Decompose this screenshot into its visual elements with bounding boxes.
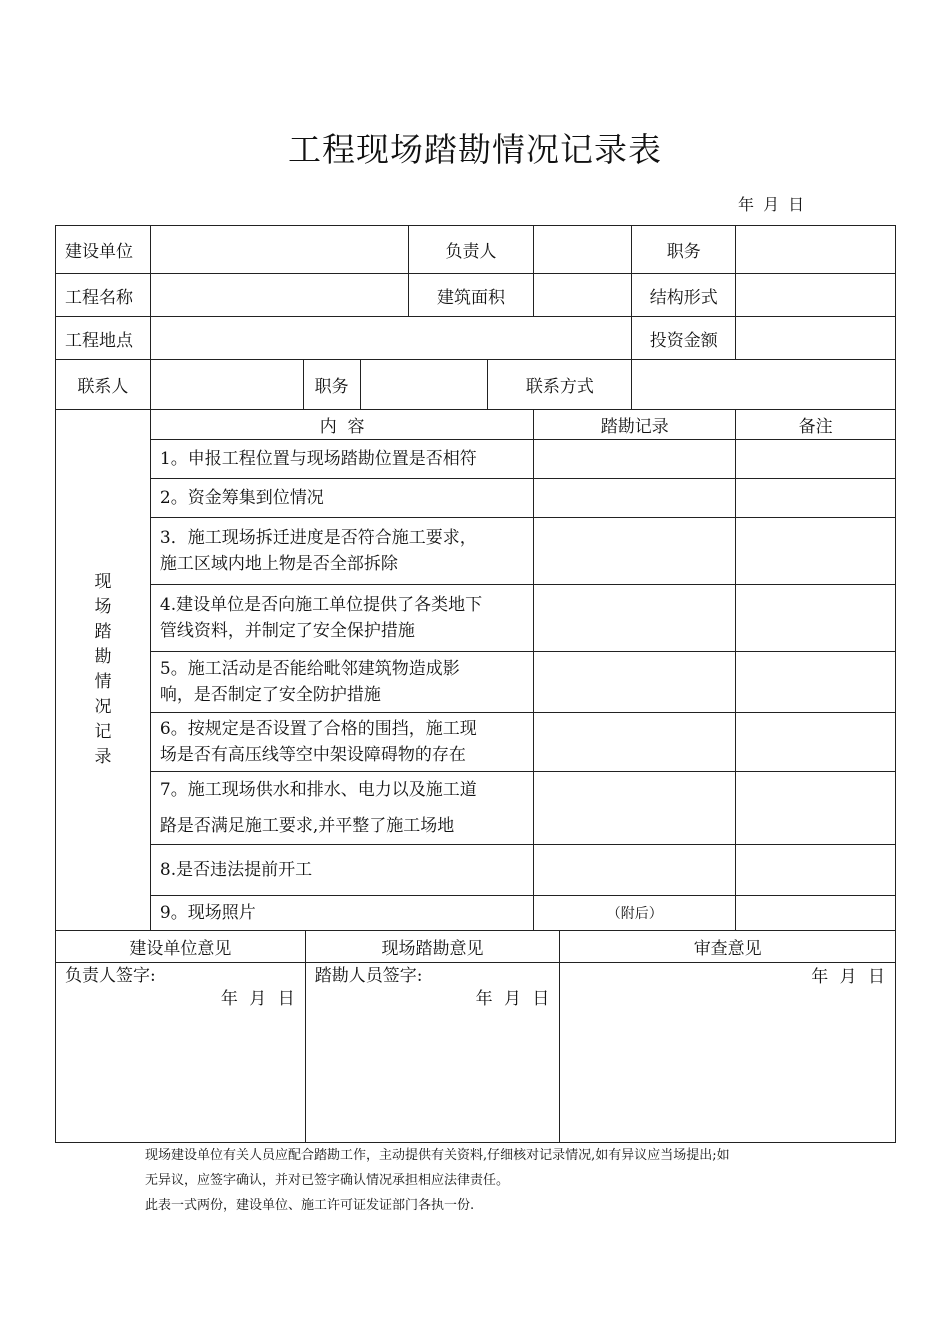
project-name-field[interactable]	[150, 274, 408, 317]
item-6-remarks[interactable]	[736, 713, 896, 772]
item-3-remarks[interactable]	[736, 518, 896, 585]
item-3-content: 3．施工现场拆迁进度是否符合施工要求， 施工区域内地上物是否全部拆除	[150, 518, 534, 585]
item-9-content: 9。现场照片	[150, 896, 534, 931]
contact-table	[55, 359, 896, 410]
site-inspection-opinion-box[interactable]	[305, 963, 560, 1143]
basic-info-table	[55, 225, 896, 360]
item-2-content: 2。资金筹集到位情况	[150, 479, 534, 518]
label-person-in-charge: 负责人	[408, 226, 534, 274]
contact-method-field[interactable]	[632, 360, 896, 410]
item-4-record[interactable]	[534, 585, 736, 652]
opinion-date-2: 年 月 日	[475, 989, 550, 1009]
label-contact-person: 联系人	[56, 360, 151, 410]
label-construction-unit: 建设单位	[56, 226, 151, 274]
item-9-remarks[interactable]	[736, 896, 896, 931]
header-site-inspection-opinion: 现场踏勘意见	[305, 931, 560, 963]
construction-unit-field[interactable]	[150, 226, 408, 274]
inspection-record-table	[55, 409, 896, 931]
label-contact-position: 职务	[303, 360, 360, 410]
form-date: 年 月 日	[738, 195, 805, 214]
item-1-content: 1。申报工程位置与现场踏勘位置是否相符	[150, 440, 534, 479]
person-in-charge-field[interactable]	[534, 226, 632, 274]
item-5-remarks[interactable]	[736, 652, 896, 713]
label-project-location: 工程地点	[56, 317, 151, 360]
label-contact-method: 联系方式	[488, 360, 632, 410]
signature-label-person-in-charge: 负责人签字:	[65, 966, 156, 986]
page-title: 工程现场踏勘情况记录表	[288, 130, 662, 169]
item-8-remarks[interactable]	[736, 845, 896, 896]
position-field[interactable]	[736, 226, 896, 274]
item-3-record[interactable]	[534, 518, 736, 585]
signature-label-inspectors: 踏勘人员签字:	[314, 966, 423, 986]
review-opinion-box[interactable]	[560, 963, 896, 1143]
item-6-content: 6。按规定是否设置了合格的围挡，施工现 场是否有高压线等空中架设障碍物的存在	[150, 713, 534, 772]
header-review-opinion: 审查意见	[560, 931, 896, 963]
item-2-record[interactable]	[534, 479, 736, 518]
contact-person-field[interactable]	[150, 360, 303, 410]
item-2-remarks[interactable]	[736, 479, 896, 518]
label-position: 职务	[632, 226, 736, 274]
footer-notes	[145, 1143, 815, 1218]
note-line: 此表一式两份，建设单位、施工许可证发证部门各执一份.	[145, 1198, 475, 1213]
project-location-field[interactable]	[150, 317, 631, 360]
label-investment-amount: 投资金额	[632, 317, 736, 360]
item-1-record[interactable]	[534, 440, 736, 479]
item-7-content: 7。施工现场供水和排水、电力以及施工道 路是否满足施工要求,并平整了施工场地	[150, 772, 534, 845]
item-4-remarks[interactable]	[736, 585, 896, 652]
contact-position-field[interactable]	[360, 360, 488, 410]
item-7-record[interactable]	[534, 772, 736, 845]
note-line: 现场建设单位有关人员应配合踏勘工作，主动提供有关资料,仔细核对记录情况,如有异议应当场提出;如	[145, 1148, 730, 1163]
header-construction-unit-opinion: 建设单位意见	[56, 931, 306, 963]
opinion-date-1: 年 月 日	[220, 989, 295, 1009]
item-5-content: 5。施工活动是否能给毗邻建筑物造成影 响，是否制定了安全防护措施	[150, 652, 534, 713]
building-area-field[interactable]	[534, 274, 632, 317]
label-project-name: 工程名称	[56, 274, 151, 317]
header-content: 内 容	[150, 410, 534, 440]
label-building-area: 建筑面积	[408, 274, 534, 317]
item-1-remarks[interactable]	[736, 440, 896, 479]
item-6-record[interactable]	[534, 713, 736, 772]
construction-unit-opinion-box[interactable]	[56, 963, 306, 1143]
structure-type-field[interactable]	[736, 274, 896, 317]
opinion-date-3: 年 月 日	[811, 967, 885, 987]
item-8-record[interactable]	[534, 845, 736, 896]
note-line: 无异议，应签字确认，并对已签字确认情况承担相应法律责任。	[145, 1173, 510, 1188]
item-5-record[interactable]	[534, 652, 736, 713]
opinions-table	[55, 930, 896, 1143]
item-4-content: 4.建设单位是否向施工单位提供了各类地下 管线资料，并制定了安全保护措施	[150, 585, 534, 652]
item-8-content: 8.是否违法提前开工	[150, 845, 534, 896]
item-9-record[interactable]: （附后）	[534, 896, 736, 931]
header-remarks: 备注	[736, 410, 896, 440]
item-7-remarks[interactable]	[736, 772, 896, 845]
investment-amount-field[interactable]	[736, 317, 896, 360]
header-inspection-record: 踏勘记录	[534, 410, 736, 440]
label-structure-type: 结构形式	[632, 274, 736, 317]
section-label-inspection-record: 现 场 踏 勘 情 况 记 录	[56, 410, 151, 931]
